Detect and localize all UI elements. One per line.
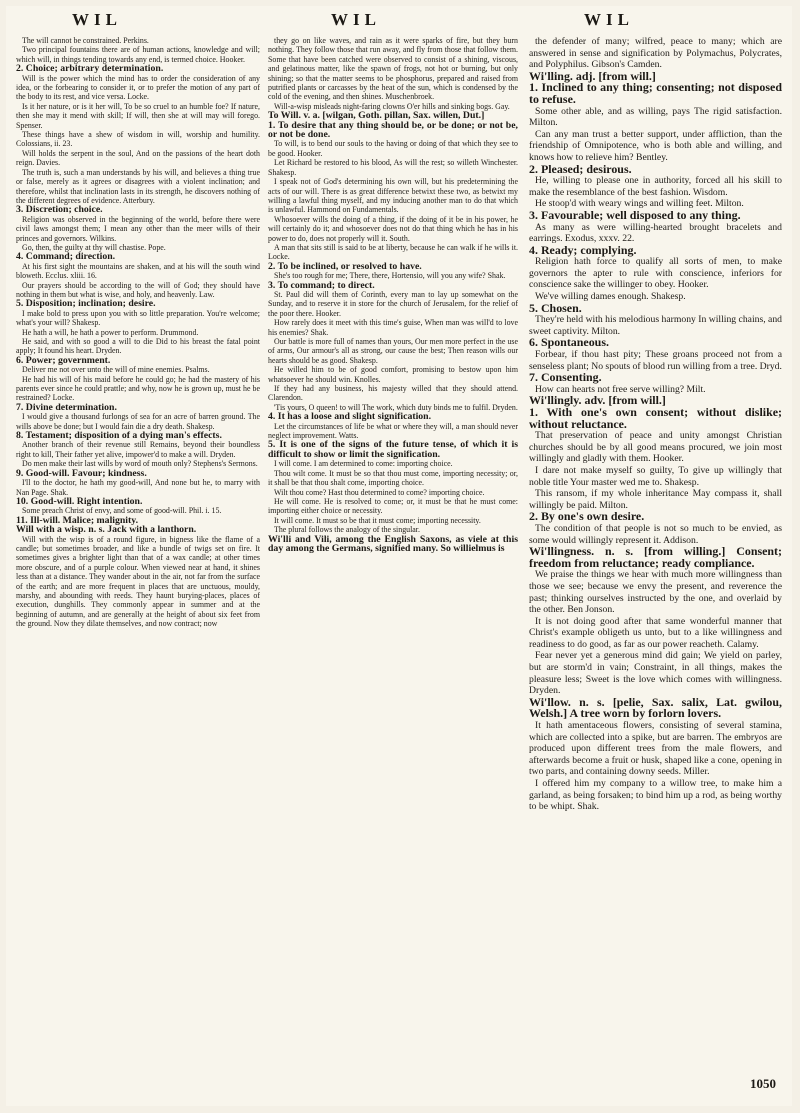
entry-paragraph: the defender of many; wilfred, peace to many; which are answered in sense and signification by Polymachus, Polycrates, and Polyphilus. Gibson's Camden. [529,36,782,71]
column-middle [268,36,518,553]
entry-paragraph: Another branch of their revenue still Remains, beyond their boundless right to kill, Their father yet alive, impower'd to make a will. Dryden. [16,440,260,459]
entry-paragraph: Wi'lli and Vili, among the English Saxons, as viele at this day among the Germans, signified many. So willielmus is [268,533,518,554]
entry-paragraph: 2. Pleased; desirous. [529,161,632,176]
entry-paragraph: Will with a wisp. n. s. Jack with a lanthorn. [16,524,197,536]
entry-paragraph: 5. Disposition; inclination; desire. [16,298,156,310]
entry-paragraph: He stoop'd with weary wings and willing feet. Milton. [535,198,744,210]
entry-paragraph: 6. Spontaneous. [529,335,609,350]
running-header-middle: WIL [331,10,381,29]
entry-paragraph: 4. Command; direction. [16,251,116,263]
entry-paragraph: 1. With one's own consent; without dislike; without reluctance. [529,405,782,431]
entry-paragraph: Is it her nature, or is it her will, To be so cruel to an humble foe? If nature, then she may it mend with skill; If will, then she at will may will forego. Spenser. [16,101,260,130]
entry-paragraph: 3. Favourable; well disposed to any thing. [529,207,741,222]
entry-paragraph: Two principal fountains there are of human actions, knowledge and will; which will, in things tending towards any end, is termed choice. Hooker. [16,45,260,64]
entry-paragraph: 7. Divine determination. [16,401,117,413]
entry-paragraph: Religion was observed in the beginning of the world, before there were civil laws amongst them; I mean any other than the meer wills of their princes and governors. Wilkins. [16,214,260,243]
entry-paragraph: Some preach Christ of envy, and some of good-will. Phil. i. 15. [22,506,222,516]
entry-paragraph: This ransom, if my whole inheritance May compass it, shall willingly be paid. Milton. [529,488,782,511]
entry-paragraph: How rarely does it meet with this time's guise, When man was will'd to love his enemies? Shak. [268,318,518,337]
entry-paragraph: Let the circumstances of life be what or where they will, a man should never neglect improvement. Watts. [268,421,518,441]
entry-paragraph: 4. It has a loose and slight signification. [268,411,432,423]
running-header-right: WIL [584,10,634,29]
entry-paragraph: 7. Consenting. [529,370,602,385]
entry-paragraph: How can hearts not free serve willing? Milt. [535,383,706,395]
entry-paragraph: I will come. I am determined to come: importing choice. [274,459,453,469]
entry-paragraph: I would give a thousand furlongs of sea for an acre of barren ground. The wills above be done; but I would fain die a dry death. Shakesp. [16,412,260,431]
entry-paragraph: 3. To command; to direct. [268,279,375,291]
entry-paragraph: He had his will of his maid before he could go; he had the mastery of his parents ever since he could prattle; and why, now he is grown up, must he be restrained? Locke. [16,374,260,403]
entry-paragraph: Can any man trust a better support, under affliction, than the friendship of Omnipotence, who is both able and willing, and knows how to relieve him? Bentley. [529,128,782,163]
entry-paragraph: That preservation of peace and unity amongst Christian churches should be by all good means procured, we join most willingly and gladly with them. Hooker. [529,430,782,465]
entry-paragraph: 10. Good-will. Right intention. [16,495,143,507]
entry-paragraph: St. Paul did will them of Corinth, every man to lay up somewhat on the Sunday, and to reserve it in store for the church of Jerusalem, for the relief of the poor there. Hooker. [268,289,518,318]
entry-paragraph: they go on like waves, and rain as it were sparks of fire, but they burn nothing. They follow those that run away, and fly from those that follow them. Some that have been catched were observed to consist of a shining, viscous, and gelatinous matter, like the spawn of frogs, not hot or burning, but only shining; so that the matter seems to be phosphorus, prepared and raised from putrified plants or carcasses by the heat of the sun, which is condensed by the cold of the evening, and then shines. Muschenbroek. [268,36,518,102]
entry-paragraph: 4. Ready; complying. [529,242,637,257]
entry-paragraph: He hath a will, he hath a power to perform. Drummond. [22,327,199,337]
entry-paragraph: The condition of that people is not so much to be envied, as some would willingly represent it. Addison. [529,522,782,546]
entry-paragraph: These things have a shew of wisdom in will, worship and humility. Colossians, ii. 23. [16,130,260,149]
entry-paragraph: Wi'llow. n. s. [pelie, Sax. salix, Lat. gwilou, Welsh.] A tree worn by forlorn lovers. [529,694,782,721]
entry-paragraph: We praise the things we hear with much more willingness than those we see; because we envy the present, and reverence the past; thinking ourselves instructed by the one, and overlaid by the other. Ben Jonson. [529,569,782,616]
entry-paragraph: 9. Good-will. Favour; kindness. [16,467,147,479]
entry-paragraph: It will come. It must so be that it must come; importing necessity. [274,515,481,525]
entry-paragraph: The will cannot be constrained. Perkins. [22,36,149,45]
entry-paragraph: I make bold to press upon you with so little preparation. You're welcome; what's your will? Shakesp. [16,308,260,328]
entry-paragraph: Will is the power which the mind has to order the consideration of any idea, or the forbearing to consider it, or to prefer the motion of any part of the body to its rest, and vice versa. Locke. [16,73,260,102]
entry-paragraph: 'Tis yours, O queen! to will The work, which duty binds me to fulfil. Dryden. [274,402,518,412]
page-number: 1050 [750,1076,776,1091]
entry-paragraph: Deliver me not over unto the will of mine enemies. Psalms. [22,365,210,375]
entry-paragraph: Some other able, and as willing, pays The rigid satisfaction. Milton. [529,105,782,129]
entry-paragraph: I'll to the doctor, he hath my good-will, And none but he, to marry with Nan Page. Shak. [16,478,260,497]
entry-paragraph: Religion hath force to qualify all sorts of men, to make governors the apter to rule with conscience, inferiors for conscience sake the willinger to obey. Hooker. [529,256,782,291]
running-headers [6,10,792,38]
entry-paragraph: As many as were willing-hearted brought bracelets and earrings. Exodus, xxxv. 22. [529,221,782,245]
entry-paragraph: The truth is, such a man understands by his will, and believes a thing true or false, merely as it agrees or disagrees with a violent inclination; and therefore, whilst that inclination lasts in its strength, he discovers nothing of the different degrees of evidence. Atterbury. [16,167,260,205]
entry-paragraph: It is not doing good after that same wonderful manner that Christ's example obligeth us unto, but to a like willingness and readiness to do good, as far as our power reacheth. Calamy. [529,615,782,650]
entry-paragraph: 11. Ill-will. Malice; malignity. [16,514,139,526]
entry-paragraph: To Will. v. a. [wilgan, Goth. pillan, Sax. willen, Dut.] [268,110,485,122]
entry-paragraph: We've willing dames enough. Shakesp. [535,291,686,303]
entry-paragraph: Go, then, the guilty at thy will chastise. Pope. [22,242,166,252]
entry-paragraph: 1. Inclined to any thing; consenting; not disposed to refuse. [529,80,782,106]
entry-paragraph: She's too rough for me; There, there, Hortensio, will you any wife? Shak. [274,271,506,281]
entry-paragraph: I speak not of God's determining his own will, but his predetermining the acts of our will. There is as great difference betwixt these two, as betwixt my willing a lawful thing myself, and my inducing another man to do that which is unlawful. Hammond on Fundamentals. [268,177,518,215]
entry-paragraph: 8. Testament; disposition of a dying man's effects. [16,430,222,442]
entry-paragraph: The plural follows the analogy of the singular. [274,525,420,535]
entry-paragraph: Wi'llingly. adv. [from will.] [529,393,666,408]
entry-paragraph: 1. To desire that any thing should be, or be done; or not be, or not be done. [268,119,518,141]
entry-paragraph: Do men make their last wills by word of mouth only? Stephens's Sermons. [22,459,258,469]
entry-paragraph: 2. By one's own desire. [529,509,645,524]
entry-paragraph: It hath amentaceous flowers, consisting of several stamina, which are collected into a spike, but are barren. The embryos are produced upon different trees from the male flowers, and afterwards become a fruit or husk, shaped like a cone, opening in two parts, and containing downy seeds. Miller. [529,720,782,778]
entry-paragraph: 5. Chosen. [529,300,582,315]
entry-paragraph: Will-a-wisp misleads night-faring clowns O'er hills and sinking bogs. Gay. [274,101,510,111]
column-right [529,36,782,813]
entry-paragraph: He, willing to please one in authority, forced all his skill to make the resemblance of the best fashion. Wisdom. [529,175,782,198]
entry-paragraph: 3. Discretion; choice. [16,204,103,216]
entry-paragraph: To will, is to bend our souls to the having or doing of that which they see to be good. Hooker. [268,139,518,158]
entry-paragraph: I offered him my company to a willow tree, to make him a garland, as being forsaken; to bind him up a rod, as being worthy to be whipt. Shak. [529,778,782,813]
entry-paragraph: 6. Power; government. [16,354,111,366]
entry-paragraph: Whosoever wills the doing of a thing, if the doing of it be in his power, he will certainly do it; and whosoever does not do that thing which he has in his power to do, does not properly will it. South. [268,214,518,243]
entry-paragraph: Let Richard be restored to his blood, As will the rest; so willeth Winchester. Shakesp. [268,158,518,177]
entry-paragraph: Thou wilt come. It must be so that thou must come, importing necessity; or, it shall be that thou shalt come, importing choice. [268,468,518,488]
entry-paragraph: 5. It is one of the signs of the future tense, of which it is difficult to show or limit the signification. [268,439,518,460]
entry-paragraph: Wi'lling. adj. [from will.] [529,68,656,83]
entry-paragraph: They're held with his melodious harmony In willing chains, and sweet captivity. Milton. [529,314,782,337]
entry-paragraph: He said, and with so good a will to die Did to his breast the fatal point apply; It found his heart. Dryden. [16,337,260,356]
entry-paragraph: Our battle is more full of names than yours, Our men more perfect in the use of arms, Our armour's all as strong, our cause the best; Then reason wills our hearts should be as good. Shakesp. [268,337,518,365]
entry-paragraph: 2. Choice; arbitrary determination. [16,63,164,75]
entry-paragraph: Will holds the serpent in the soul, And on the passions of the heart doth reign. Davies. [16,148,260,168]
entry-paragraph: He will come. He is resolved to come; or, it must be that he must come: importing either choice or necessity. [268,496,518,516]
entry-paragraph: If they had any business, his majesty willed that they should attend. Clarendon. [268,384,518,403]
running-header-left: WIL [72,10,122,29]
entry-paragraph: Fear never yet a generous mind did gain; We yield on parley, but are storm'd in vain; Constraint, in all things, makes the pleasure less; Sweet is the love which comes with willingness. Dryden. [529,650,782,697]
entry-paragraph: Our prayers should be according to the will of God; they should have nothing in them but what is wise, and holy, and heavenly. Law. [16,280,260,299]
entry-paragraph: Forbear, if thou hast pity; These groans proceed not from a senseless plant; No spouts of blood run willing from a tree. Dryd. [529,349,782,372]
entry-paragraph: Will with the wisp is of a round figure, in bigness like the flame of a candle; but sometimes broader, and like a bundle of twigs set on fire. It sometimes gives a brighter light than that of a wax candle; at other times more obscure, and of a purple colour. When viewed near at hand, it shines less than at a distance. They wander about in the air, not far from the surface of the earth; and are more frequent in places that are unctuous, mouldy, marshy, and abounding with reeds. They haunt burying-places, places of execution, dunghills. They commonly appear in summer and at the beginning of autumn, and are generally at the height of about six feet from the ground. Now they dilate themselves, and now contract; now [16,534,260,629]
entry-paragraph: He willed him to be of good comfort, promising to bestow upon him whatsoever he should win. Knolles. [268,365,518,384]
entry-paragraph: Wi'llingness. n. s. [from willing.] Consent; freedom from reluctance; ready compliance. [529,544,782,570]
column-left [16,36,260,629]
entry-paragraph: Wilt thou come? Hast thou determined to come? importing choice. [274,487,485,497]
entry-paragraph: 2. To be inclined, or resolved to have. [268,260,422,272]
dictionary-page [6,6,792,1106]
entry-paragraph: A man that sits still is said to be at liberty, because he can walk if he wills it. Locke. [268,242,518,262]
entry-paragraph: At his first sight the mountains are shaken, and at his will the south wind bloweth. Ecclus. xliii. 16. [16,261,260,281]
entry-paragraph: I dare not make myself so guilty, To give up willingly that noble title Your master wed me to. Shakesp. [529,464,782,488]
